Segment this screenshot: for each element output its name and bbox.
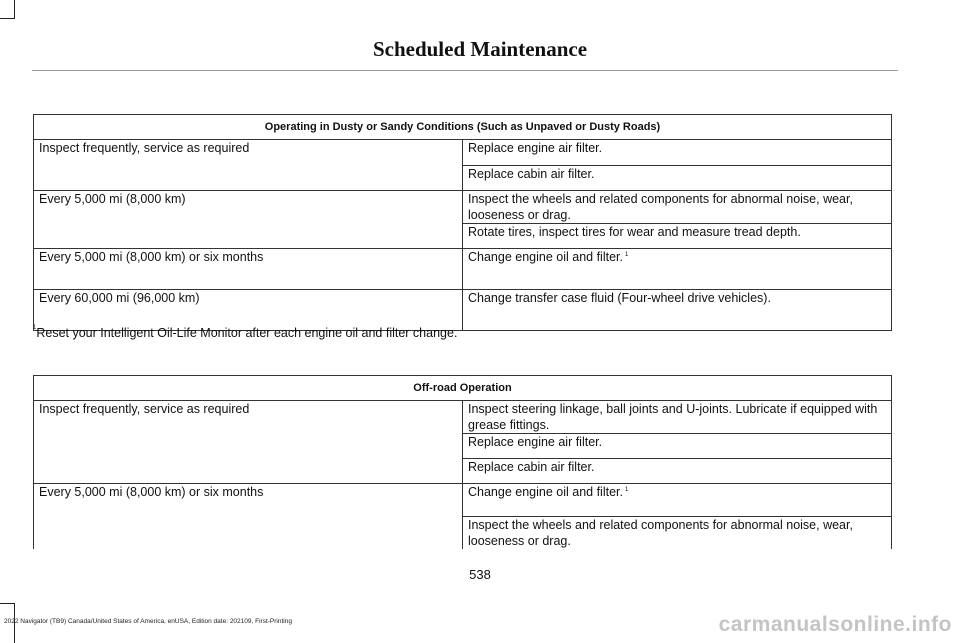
table-row <box>34 191 892 224</box>
table-heading: Off-road Operation <box>34 376 892 401</box>
interval-cell-continued <box>34 517 463 550</box>
task-text: Change transfer case fluid (Four-wheel drive vehicles). <box>468 291 771 305</box>
task-text: Replace engine air filter. <box>468 435 603 449</box>
crop-mark <box>0 18 14 19</box>
footer-edition-text: 2022 Navigator (TB9) Canada/United States of America, enUSA, Edition date: 202109, First-Printing <box>4 618 292 625</box>
table-row <box>34 166 892 191</box>
task-cell <box>463 166 892 191</box>
interval-cell: Inspect frequently, service as required <box>34 140 463 166</box>
task-cell <box>463 249 892 290</box>
table-row <box>34 484 892 517</box>
footnote-text: Reset your Intelligent Oil-Life Monitor after each engine oil and filter change. <box>36 326 458 340</box>
crop-mark <box>0 603 14 604</box>
table-row <box>34 517 892 550</box>
footnote-reference: 1 <box>624 487 629 493</box>
maintenance-table-dusty <box>33 114 892 331</box>
task-text: Inspect steering linkage, ball joints and U-joints. Lubricate if equipped with grease fittings. <box>468 402 878 432</box>
table-header-row <box>34 376 892 401</box>
task-cell <box>463 484 892 517</box>
task-text: Replace engine air filter. <box>468 141 603 155</box>
task-cell <box>463 290 892 331</box>
task-cell <box>463 140 892 166</box>
task-cell <box>463 459 892 484</box>
title-divider <box>32 70 898 71</box>
table-row <box>34 434 892 459</box>
footnote-reference: 1 <box>624 252 629 258</box>
interval-cell: Every 5,000 mi (8,000 km) or six months <box>34 484 463 517</box>
interval-cell-continued <box>34 434 463 459</box>
task-text: Replace cabin air filter. <box>468 167 595 181</box>
task-cell <box>463 517 892 550</box>
watermark: carmanualsonline.info <box>718 613 952 636</box>
task-cell <box>463 434 892 459</box>
table-row <box>34 224 892 249</box>
task-cell <box>463 401 892 434</box>
task-text: Change engine oil and filter. <box>468 485 623 499</box>
table-row <box>34 140 892 166</box>
table-row <box>34 459 892 484</box>
table-row <box>34 290 892 331</box>
interval-cell: Every 60,000 mi (96,000 km) <box>34 290 463 331</box>
interval-cell-continued <box>34 166 463 191</box>
maintenance-table-offroad <box>33 375 892 549</box>
page-number: 538 <box>469 567 491 582</box>
table-header-row <box>34 115 892 140</box>
interval-cell-continued <box>34 224 463 249</box>
table-heading: Operating in Dusty or Sandy Conditions (Such as Unpaved or Dusty Roads) <box>34 115 892 140</box>
task-text: Change engine oil and filter. <box>468 250 623 264</box>
interval-cell: Inspect frequently, service as required <box>34 401 463 434</box>
task-text: Rotate tires, inspect tires for wear and measure tread depth. <box>468 225 801 239</box>
interval-cell: Every 5,000 mi (8,000 km) or six months <box>34 249 463 290</box>
interval-cell-continued <box>34 459 463 484</box>
table-row <box>34 249 892 290</box>
interval-cell: Every 5,000 mi (8,000 km) <box>34 191 463 224</box>
task-text: Inspect the wheels and related components for abnormal noise, wear, looseness or drag. <box>468 518 853 548</box>
page-title: Scheduled Maintenance <box>372 37 588 61</box>
task-cell <box>463 224 892 249</box>
footnote-mark: 1 <box>33 325 37 331</box>
footnote <box>33 326 457 340</box>
table-row <box>34 401 892 434</box>
task-text: Inspect the wheels and related components for abnormal noise, wear, looseness or drag. <box>468 192 853 222</box>
task-cell <box>463 191 892 224</box>
crop-mark <box>14 0 15 19</box>
task-text: Replace cabin air filter. <box>468 460 595 474</box>
